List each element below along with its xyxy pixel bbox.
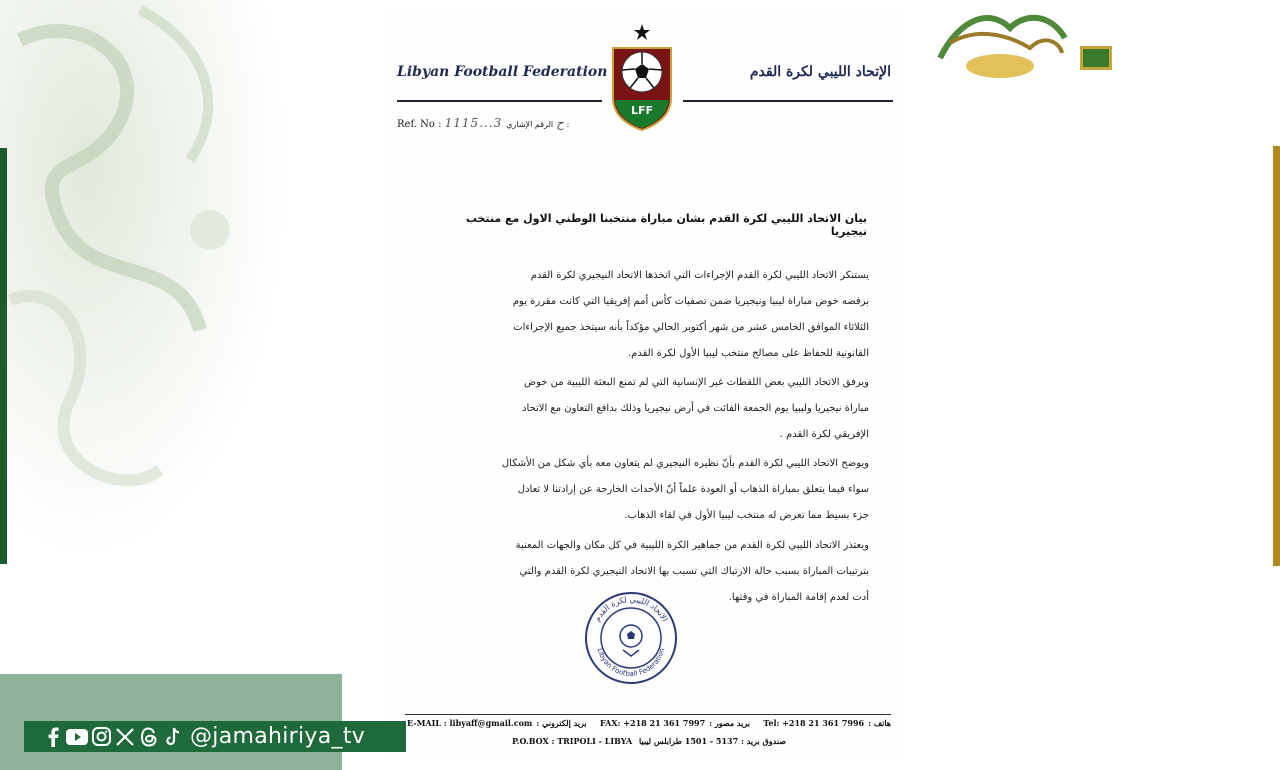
reference-number (397, 116, 569, 130)
paragraph-line: ويوضح الاتحاد الليبي لكرة القدم بأنّ نظيره النيجيري لم يتعاون معه بأي شكل من الأشكال (501, 458, 869, 469)
footer-email: E-MAIL : libyaff@gmail.com : بريد إلكتروني (407, 718, 587, 728)
svg-text:الاتحاد الليبي لكرة القدم (593, 595, 670, 623)
threads-icon[interactable] (138, 726, 160, 748)
official-stamp (583, 590, 679, 686)
instagram-icon[interactable] (90, 726, 112, 748)
footer-fax: FAX: +218 21 361 7997 : بريد مصور (599, 718, 750, 728)
paragraph-line: ويرفق الاتحاد الليبي بعض اللقطات غير الإنسانية التي لم تمنع البعثة الليبية من خوض (524, 377, 869, 388)
paragraph-line: مباراة نيجيريا وليبيا يوم الجمعة الفائت في أرض نيجيريا وذلك بدافع التعاون مع الاتحاد (522, 403, 869, 414)
paragraph-line: جزء بسيط مما تعرض له منتخب ليبيا الأول في لقاء الذهاب. (624, 510, 869, 521)
channel-handle[interactable]: @jamahiriya_tv (190, 724, 366, 749)
ref-label: Ref. No : (397, 119, 442, 130)
stamp-arabic-text: الاتحاد الليبي لكرة القدم (592, 594, 670, 624)
x-icon[interactable] (114, 726, 136, 748)
footer-pobox: P.O.BOX : TRIPOLI - LIBYA (511, 736, 633, 746)
paragraph-line: ويعتذر الاتحاد الليبي لكرة القدم من جماهير الكرة الليبية في كل مكان والجهات المعنية (515, 540, 869, 551)
paragraph-line: بترتيبات المباراة بسبب حالة الارتباك التي تسبب بها الاتحاد النيجيري لكرة القدم والتي (519, 566, 869, 577)
decorative-calligraphy-background (0, 0, 290, 560)
paragraph-line: أدت لعدم إقامة المباراة في وقتها. (728, 592, 869, 603)
svg-text:Libyan Football Federation (596, 647, 667, 678)
social-media-bar (24, 721, 406, 752)
letterhead-divider-left (397, 100, 602, 102)
right-gold-border (1273, 146, 1280, 566)
lff-crest-logo (607, 20, 677, 132)
ref-label-ar: الرقم الإشاري : (506, 120, 570, 129)
paragraph-line: سواء فيما يتعلق بمباراة الذهاب أو العودة علماً أنّ الأحداث الخارجة عن إرادتنا لا تعادل (517, 484, 869, 495)
paragraph-line: الإفريقي لكرة القدم . (779, 429, 869, 440)
footer-tel: Tel: +218 21 361 7996 : هاتف (763, 718, 891, 728)
official-letter (385, 8, 905, 758)
ref-value: 1115...3ح (444, 116, 565, 130)
letterhead-english-name: Libyan Football Federation (397, 64, 608, 80)
letterhead-divider-right (683, 100, 893, 102)
channel-logo-square (1080, 46, 1112, 70)
letterhead-arabic-name: الإتحاد الليبي لكرة القدم (749, 64, 891, 80)
footer-address-row (407, 736, 891, 746)
footer-divider (405, 714, 891, 715)
paragraph-line: يستنكر الاتحاد الليبي لكرة القدم الإجراءات التي اتخذها الاتحاد النيجيري لكرة القدم (530, 270, 869, 281)
facebook-icon[interactable] (42, 726, 64, 748)
statement-title: بيان الاتحاد الليبي لكرة القدم بشان مباراة منتخبنا الوطني الاول مع منتخب نيجيريا (465, 212, 867, 238)
paragraph-1 (449, 263, 869, 367)
footer-contact-row (407, 718, 891, 728)
tiktok-icon[interactable] (162, 726, 184, 748)
footer-pobox-ar: صندوق بريد : 5137 - 1501 طرابلس ليبيا (638, 736, 787, 746)
crest-initials: LFF (630, 104, 654, 117)
paragraph-line: القانونية للحفاظ على مصالح منتخب ليبيا الأول لكرة القدم. (627, 348, 869, 359)
paragraph-line: برفضه خوض مباراة ليبيا ونيجيريا ضمن تصفيات كأس أمم إفريقيا التي كانت مقررة يوم (512, 296, 869, 307)
stamp-english-text: Libyan Football Federation (595, 647, 667, 679)
youtube-icon[interactable] (66, 726, 88, 748)
paragraph-2 (449, 370, 869, 448)
left-green-border (0, 148, 7, 564)
paragraph-line: الثلاثاء الموافق الخامس عشر من شهر أكتوبر الحالي مؤكداً بأنه سيتخذ جميع الإجراءات (513, 322, 869, 333)
paragraph-3 (449, 451, 869, 529)
